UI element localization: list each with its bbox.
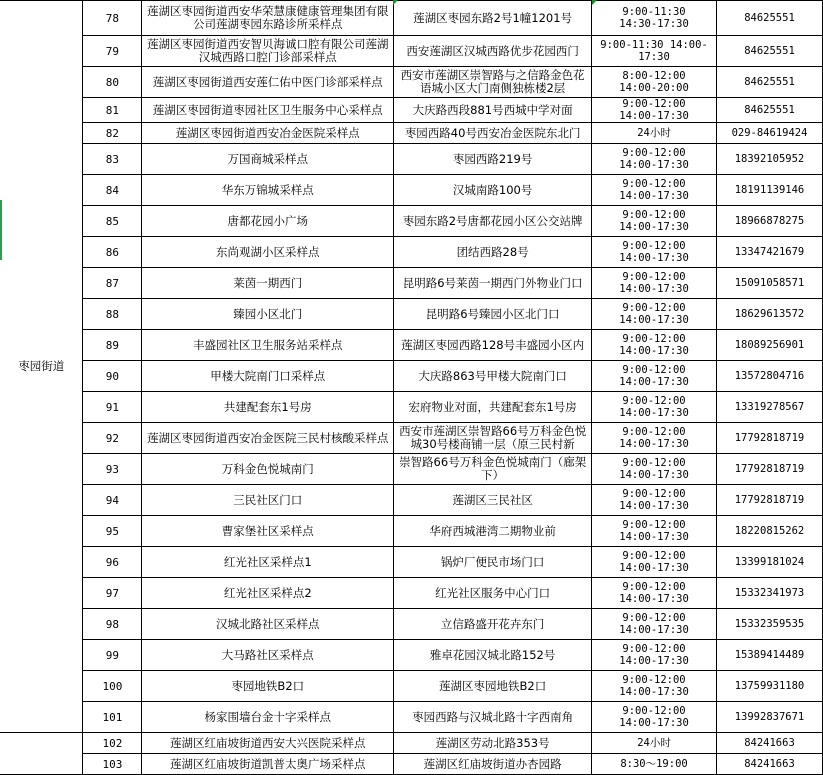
phone-cell: 15091058571 xyxy=(716,268,822,299)
site-name-cell: 莲湖区枣园街道西安冶金医院采样点 xyxy=(142,123,394,144)
address-cell: 大庆路西段881号西城中学对面 xyxy=(394,98,592,123)
phone-cell: 18191139146 xyxy=(716,175,822,206)
address-cell: 宏府物业对面，共建配套东1号房 xyxy=(394,392,592,423)
district-cell: 枣园街道 xyxy=(0,1,83,733)
site-name-cell: 甲楼大院南门口采样点 xyxy=(142,361,394,392)
row-number-cell: 84 xyxy=(83,175,142,206)
hours-cell: 9:00-12:00 14:00-17:30 xyxy=(592,98,717,123)
site-name-cell: 红光社区采样点2 xyxy=(142,578,394,609)
site-name-cell: 莱茵一期西门 xyxy=(142,268,394,299)
hours-cell: 9:00-12:00 14:00-17:30 xyxy=(592,392,717,423)
phone-cell: 17792818719 xyxy=(716,454,822,485)
row-number-cell: 82 xyxy=(83,123,142,144)
hours-cell: 24小时 xyxy=(592,733,717,754)
address-cell: 锅炉厂便民市场门口 xyxy=(394,547,592,578)
row-number-cell: 79 xyxy=(83,36,142,67)
hours-cell: 9:00-12:00 14:00-17:30 xyxy=(592,454,717,485)
row-number-cell: 95 xyxy=(83,516,142,547)
phone-cell: 84625551 xyxy=(716,98,822,123)
hours-cell: 9:00-12:00 14:00-17:30 xyxy=(592,206,717,237)
address-cell: 昆明路6号臻园小区北门口 xyxy=(394,299,592,330)
phone-cell: 84625551 xyxy=(716,36,822,67)
table-row xyxy=(0,516,823,547)
row-number-cell: 101 xyxy=(83,702,142,733)
row-number-cell: 98 xyxy=(83,609,142,640)
hours-cell: 9:00-12:00 14:00-17:30 xyxy=(592,640,717,671)
phone-cell: 18629613572 xyxy=(716,299,822,330)
phone-cell: 13399181024 xyxy=(716,547,822,578)
address-cell: 崇智路66号万科金色悦城南门（廊架下） xyxy=(394,454,592,485)
address-cell: 雅卓花园汉城北路152号 xyxy=(394,640,592,671)
phone-cell: 17792818719 xyxy=(716,423,822,454)
row-number-cell: 81 xyxy=(83,98,142,123)
table-row xyxy=(0,237,823,268)
hours-cell: 9:00-12:00 14:00-17:30 xyxy=(592,175,717,206)
address-cell: 西安市莲湖区崇智路66号万科金色悦城30号楼商铺一层（原三民村新 xyxy=(394,423,592,454)
site-name-cell: 三民社区门口 xyxy=(142,485,394,516)
site-name-cell: 莲湖区枣园街道枣园社区卫生服务中心采样点 xyxy=(142,98,394,123)
hours-cell: 9:00-12:00 14:00-17:30 xyxy=(592,547,717,578)
row-number-cell: 78 xyxy=(83,1,142,36)
address-cell: 大庆路863号甲楼大院南门口 xyxy=(394,361,592,392)
table-row xyxy=(0,423,823,454)
phone-cell: 13759931180 xyxy=(716,671,822,702)
row-number-cell: 94 xyxy=(83,485,142,516)
address-cell: 华府西城港湾二期物业前 xyxy=(394,516,592,547)
row-number-cell: 103 xyxy=(83,754,142,775)
site-name-cell: 丰盛园社区卫生服务站采样点 xyxy=(142,330,394,361)
site-name-cell: 汉城北路社区采样点 xyxy=(142,609,394,640)
address-cell: 莲湖区枣园西路128号丰盛园小区内 xyxy=(394,330,592,361)
row-number-cell: 88 xyxy=(83,299,142,330)
address-cell: 枣园东路2号唐都花园小区公交站牌 xyxy=(394,206,592,237)
address-cell: 枣园西路219号 xyxy=(394,144,592,175)
hours-cell: 9:00-12:00 14:00-17:30 xyxy=(592,516,717,547)
table-row xyxy=(0,36,823,67)
table-row xyxy=(0,1,823,36)
table-row xyxy=(0,454,823,485)
row-number-cell: 83 xyxy=(83,144,142,175)
site-name-cell: 杨家围墙台金十字采样点 xyxy=(142,702,394,733)
site-name-cell: 唐都花园小广场 xyxy=(142,206,394,237)
address-cell: 西安莲湖区汉城西路优步花园西门 xyxy=(394,36,592,67)
hours-cell: 9:00-12:00 14:00-17:30 xyxy=(592,361,717,392)
site-name-cell: 东尚观湖小区采样点 xyxy=(142,237,394,268)
site-name-cell: 莲湖区枣园街道西安冶金医院三民村核酸采样点 xyxy=(142,423,394,454)
table-row xyxy=(0,392,823,423)
address-cell: 莲湖区枣园东路2号1幢1201号 xyxy=(394,1,592,36)
address-cell: 西安市莲湖区崇智路与之信路金色花语城小区大门南侧独栋楼2层 xyxy=(394,67,592,98)
phone-cell: 17792818719 xyxy=(716,485,822,516)
site-name-cell: 万科金色悦城南门 xyxy=(142,454,394,485)
phone-cell: 13347421679 xyxy=(716,237,822,268)
table-row xyxy=(0,754,823,775)
phone-cell: 84625551 xyxy=(716,1,822,36)
hours-cell: 9:00-12:00 14:00-17:30 xyxy=(592,144,717,175)
hours-cell: 9:00-11:30 14:30-17:30 xyxy=(592,1,717,36)
table-row xyxy=(0,361,823,392)
hours-cell: 9:00-12:00 14:00-17:30 xyxy=(592,671,717,702)
hours-cell: 8:30～19:00 xyxy=(592,754,717,775)
row-number-cell: 87 xyxy=(83,268,142,299)
district-cell-next xyxy=(0,733,83,775)
row-number-cell: 89 xyxy=(83,330,142,361)
hours-cell: 9:00-12:00 14:00-17:30 xyxy=(592,299,717,330)
table-row xyxy=(0,123,823,144)
address-cell: 立信路盛开花卉东门 xyxy=(394,609,592,640)
hours-cell: 9:00-12:00 14:00-17:30 xyxy=(592,609,717,640)
table-row xyxy=(0,702,823,733)
table-row xyxy=(0,98,823,123)
phone-cell: 029-84619424 xyxy=(716,123,822,144)
phone-cell: 15389414489 xyxy=(716,640,822,671)
address-cell: 莲湖区枣园地铁B2口 xyxy=(394,671,592,702)
table-row xyxy=(0,485,823,516)
hours-cell: 9:00-12:00 14:00-17:30 xyxy=(592,485,717,516)
row-number-cell: 96 xyxy=(83,547,142,578)
site-name-cell: 共建配套东1号房 xyxy=(142,392,394,423)
phone-cell: 84241663 xyxy=(716,754,822,775)
site-name-cell: 大马路社区采样点 xyxy=(142,640,394,671)
row-number-cell: 93 xyxy=(83,454,142,485)
table-row xyxy=(0,175,823,206)
cell-comment-marker xyxy=(393,0,398,5)
row-number-cell: 97 xyxy=(83,578,142,609)
hours-cell: 9:00-12:00 14:00-17:30 xyxy=(592,578,717,609)
table-row xyxy=(0,609,823,640)
address-cell: 昆明路6号莱茵一期西门外物业门口 xyxy=(394,268,592,299)
phone-cell: 13319278567 xyxy=(716,392,822,423)
site-name-cell: 曹家堡社区采样点 xyxy=(142,516,394,547)
row-number-cell: 90 xyxy=(83,361,142,392)
address-cell: 莲湖区劳动北路353号 xyxy=(394,733,592,754)
row-number-cell: 102 xyxy=(83,733,142,754)
row-number-cell: 100 xyxy=(83,671,142,702)
phone-cell: 15332359535 xyxy=(716,609,822,640)
row-number-cell: 99 xyxy=(83,640,142,671)
address-cell: 团结西路28号 xyxy=(394,237,592,268)
phone-cell: 84625551 xyxy=(716,67,822,98)
site-name-cell: 莲湖区红庙坡街道西安大兴医院采样点 xyxy=(142,733,394,754)
table-row xyxy=(0,547,823,578)
site-name-cell: 枣园地铁B2口 xyxy=(142,671,394,702)
address-cell: 枣园西路40号西安冶金医院东北门 xyxy=(394,123,592,144)
table-row xyxy=(0,671,823,702)
site-name-cell: 红光社区采样点1 xyxy=(142,547,394,578)
hours-cell: 9:00-11:30 14:00- 17:30 xyxy=(592,36,717,67)
address-cell: 枣园西路与汉城北路十字西南角 xyxy=(394,702,592,733)
phone-cell: 18220815262 xyxy=(716,516,822,547)
address-cell: 红光社区服务中心门口 xyxy=(394,578,592,609)
hours-cell: 9:00-12:00 14:00-17:30 xyxy=(592,268,717,299)
phone-cell: 15332341973 xyxy=(716,578,822,609)
table-row xyxy=(0,206,823,237)
hours-cell: 9:00-12:00 14:00-17:30 xyxy=(592,237,717,268)
hours-cell: 24小时 xyxy=(592,123,717,144)
row-number-cell: 80 xyxy=(83,67,142,98)
phone-cell: 13572804716 xyxy=(716,361,822,392)
row-number-cell: 91 xyxy=(83,392,142,423)
table-row xyxy=(0,733,823,754)
address-cell: 汉城南路100号 xyxy=(394,175,592,206)
table-body xyxy=(0,1,823,775)
hours-cell: 9:00-12:00 14:00-17:30 xyxy=(592,702,717,733)
row-number-cell: 92 xyxy=(83,423,142,454)
site-name-cell: 莲湖区枣园街道西安智贝海诚口腔有限公司莲湖汉城西路口腔门诊部采样点 xyxy=(142,36,394,67)
site-name-cell: 臻园小区北门 xyxy=(142,299,394,330)
phone-cell: 84241663 xyxy=(716,733,822,754)
table-row xyxy=(0,640,823,671)
table-row xyxy=(0,299,823,330)
address-cell: 莲湖区红庙坡街道办杏园路 xyxy=(394,754,592,775)
address-cell: 莲湖区三民社区 xyxy=(394,485,592,516)
sheet-edge-indicator xyxy=(0,200,2,260)
row-number-cell: 86 xyxy=(83,237,142,268)
site-name-cell: 莲湖区枣园街道西安华荣慧康健康管理集团有限公司莲湖枣园东路诊所采样点 xyxy=(142,1,394,36)
site-name-cell: 万国商城采样点 xyxy=(142,144,394,175)
site-name-cell: 莲湖区枣园街道西安莲仁佑中医门诊部采样点 xyxy=(142,67,394,98)
table-row xyxy=(0,144,823,175)
hours-cell: 9:00-12:00 14:00-17:30 xyxy=(592,423,717,454)
hours-cell: 8:00-12:00 14:00-20:00 xyxy=(592,67,717,98)
table-row xyxy=(0,578,823,609)
table-row xyxy=(0,67,823,98)
table-row xyxy=(0,330,823,361)
site-name-cell: 华东万锦城采样点 xyxy=(142,175,394,206)
phone-cell: 13992837671 xyxy=(716,702,822,733)
site-name-cell: 莲湖区红庙坡街道凯普太奥广场采样点 xyxy=(142,754,394,775)
phone-cell: 18966878275 xyxy=(716,206,822,237)
table-row xyxy=(0,268,823,299)
phone-cell: 18089256901 xyxy=(716,330,822,361)
hours-cell: 9:00-12:00 14:00-17:30 xyxy=(592,330,717,361)
phone-cell: 18392105952 xyxy=(716,144,822,175)
row-number-cell: 85 xyxy=(83,206,142,237)
cell-comment-marker xyxy=(592,0,597,5)
